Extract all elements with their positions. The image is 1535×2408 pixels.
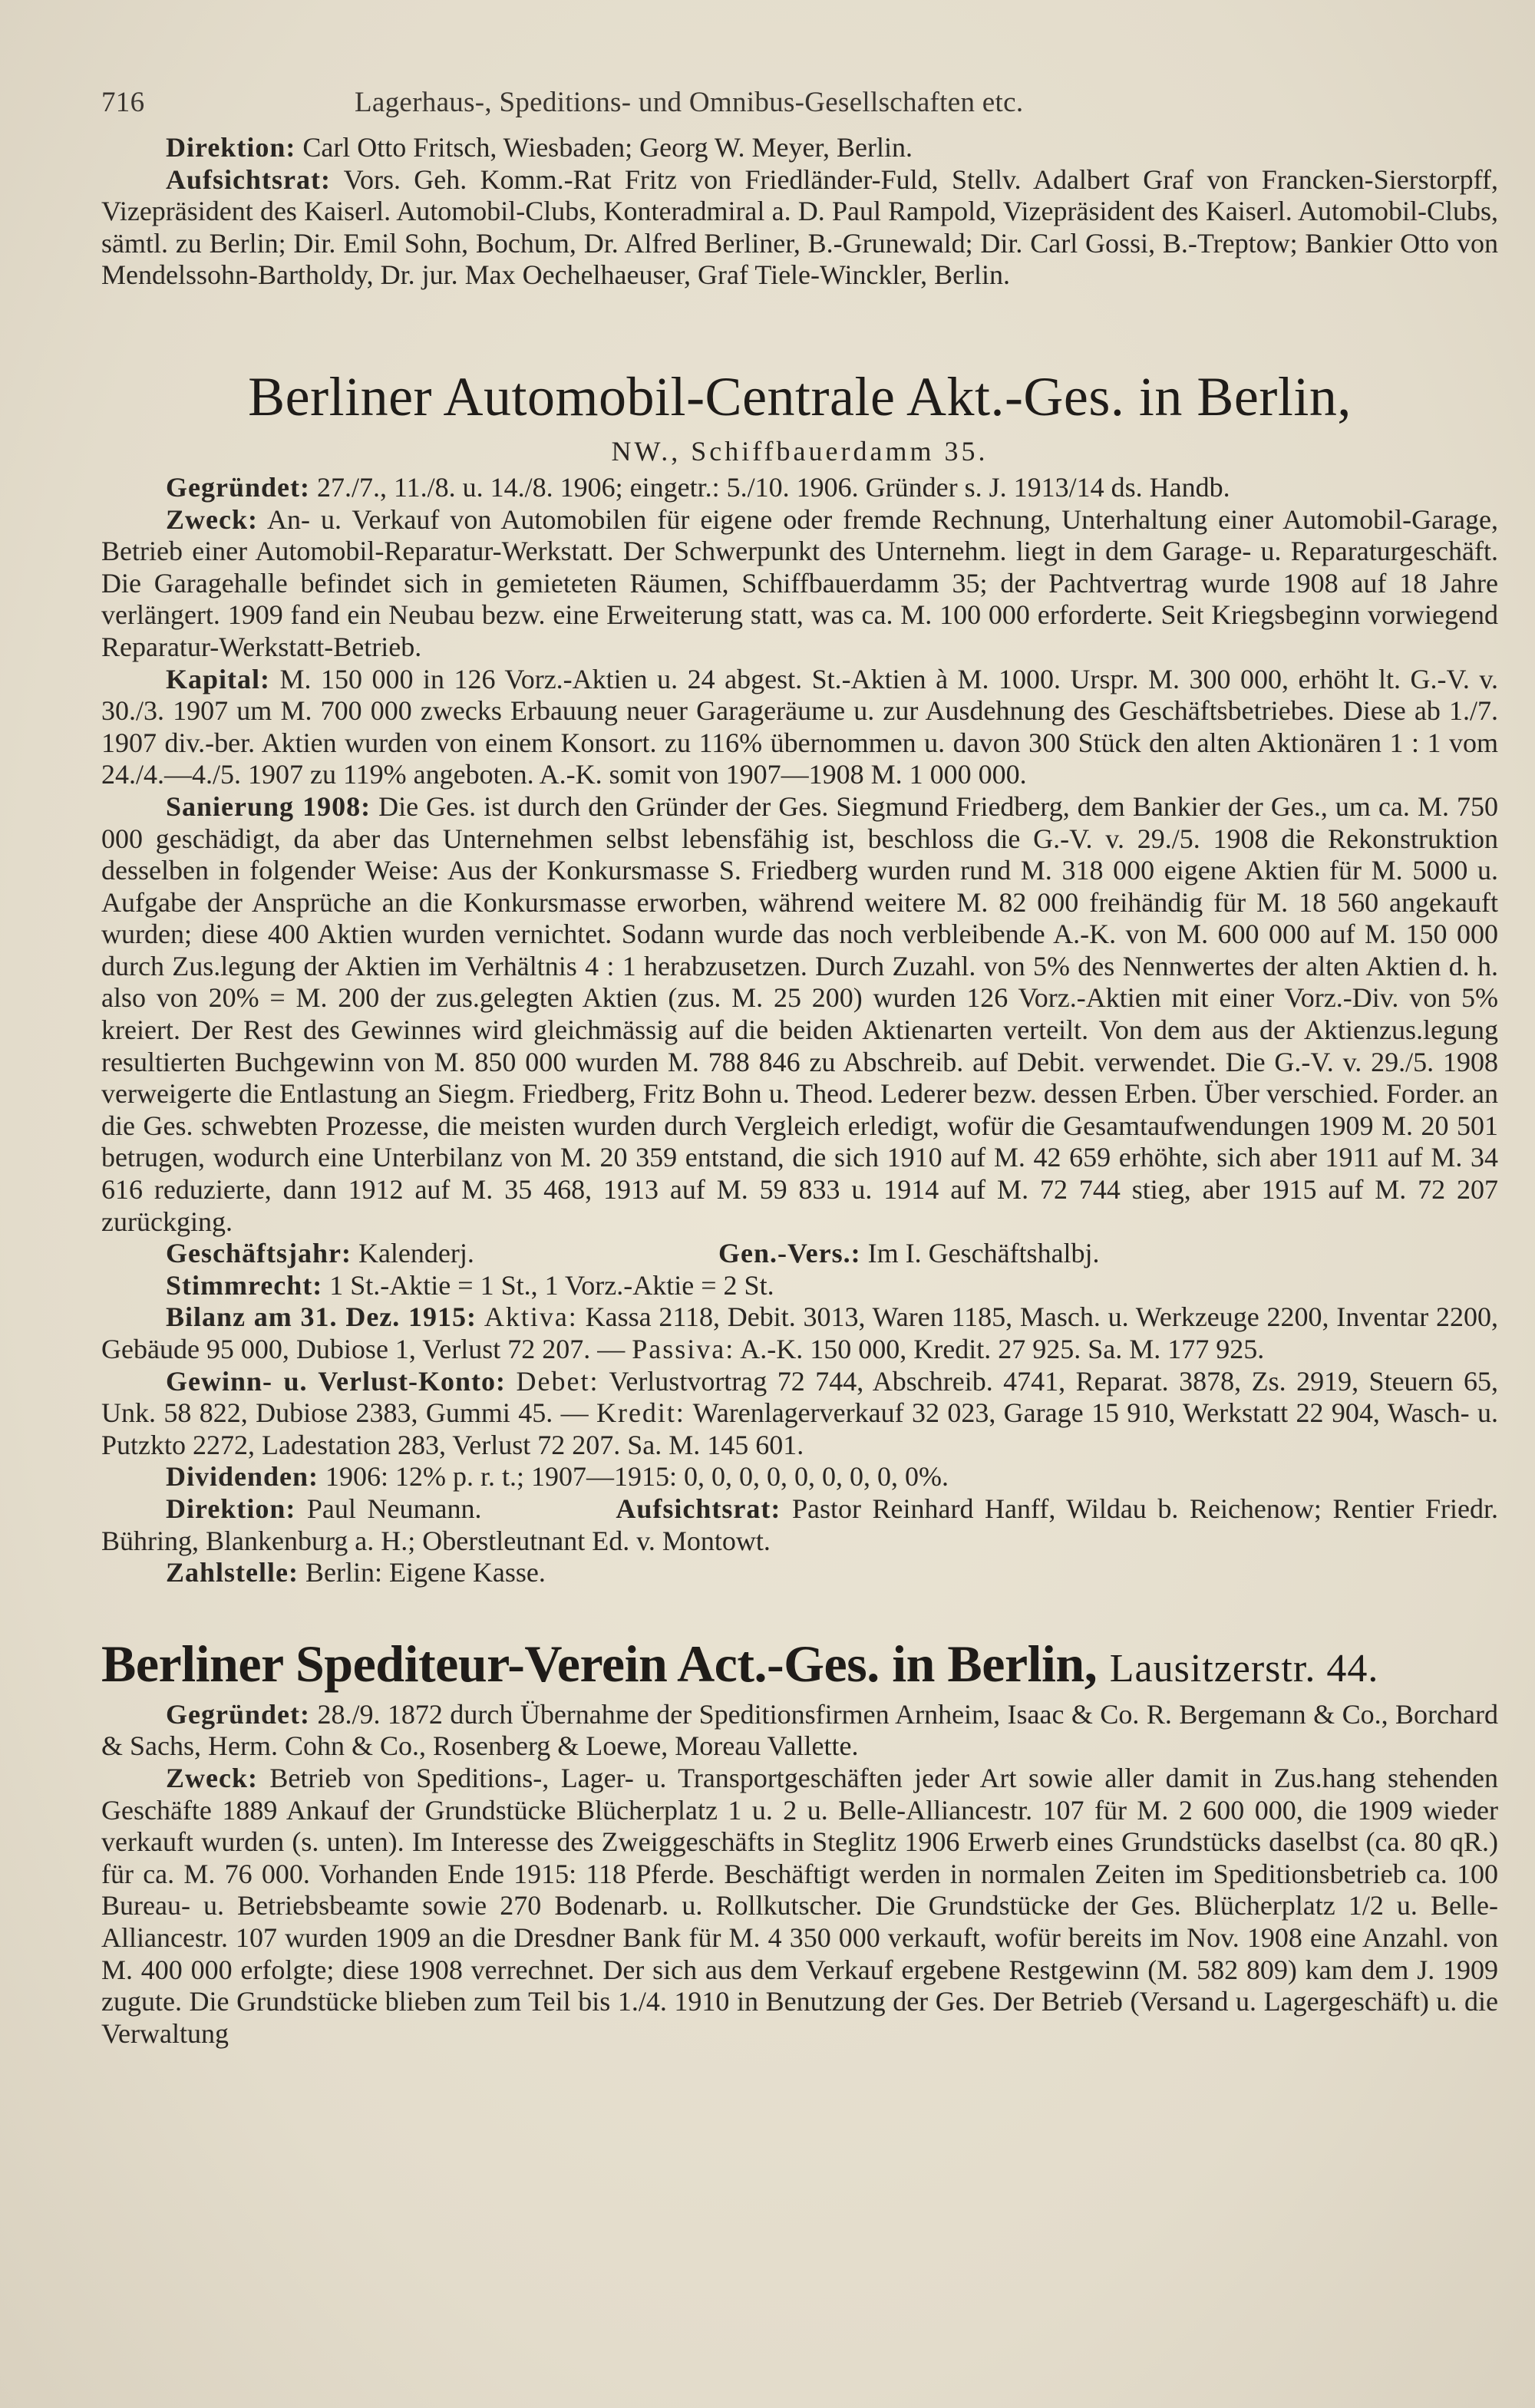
entry1-stimmrecht-label: Stimmrecht:	[166, 1269, 323, 1301]
entry2-gegruendet	[101, 1699, 1498, 1763]
entry1-bilanz-aktiva-label: Aktiva:	[484, 1301, 578, 1333]
entry1-direktion-label: Direktion:	[166, 1493, 296, 1524]
entry1-bilanz-aktiva-text: Kassa 2118, Debit. 3013, Waren 1185, Masch. u. Werkzeuge 2200, Inventar 2200, Gebäude 95 000, Dubiose 1, Verlust 72 207. —	[101, 1301, 1499, 1364]
entry1-guv-kredit-label: Kredit:	[596, 1397, 685, 1429]
entry1-kapital	[101, 664, 1498, 791]
entry1-genvers	[654, 1238, 1100, 1270]
entry1-zahlstelle-label: Zahlstelle:	[166, 1557, 299, 1588]
entry1-geschaeftsjahr-row	[101, 1238, 1498, 1270]
prev-direktion	[101, 132, 1498, 164]
entry-spediteur-verein	[101, 1634, 1498, 2050]
entry1-kapital-text: M. 150 000 in 126 Vorz.-Aktien u. 24 abgest. St.-Aktien à M. 1000. Urspr. M. 300 000, erhöht lt. G.-V. v. 30./3. 1907 um M. 700 000 zwecks Erbauung neuer Garageräume u. zur Ausdehnung des Geschäftsbetriebes. Diese ab 1./7. 1907 div.-ber. Aktien wurden von einem Konsort. zu 116% übernommen u. davon 300 Stück den alten Aktionären 1 : 1 vom 24./4.—4./5. 1907 zu 119% angeboten. A.-K. somit von 1907—1908 M. 1 000 000.	[101, 663, 1499, 790]
entry1-gegruendet-label: Gegründet:	[166, 471, 310, 503]
entry1-bilanz-label: Bilanz am 31. Dez. 1915:	[166, 1301, 477, 1333]
entry1-kapital-label: Kapital:	[166, 663, 271, 694]
entry1-gegruendet-text: 27./7., 11./8. u. 14./8. 1906; eingetr.: 5./10. 1906. Gründer s. J. 1913/14 ds. Handb.	[316, 471, 1230, 503]
entry2-zweck	[101, 1763, 1498, 2050]
entry2-zweck-label: Zweck:	[166, 1762, 258, 1793]
entry1-geschaeftsjahr-label: Geschäftsjahr:	[166, 1238, 352, 1269]
entry2-address: Lausitzerstr. 44.	[1109, 1646, 1379, 1691]
entry1-dividenden-label: Dividenden:	[166, 1461, 319, 1493]
entry1-zweck-text: An- u. Verkauf von Automobilen für eigene oder fremde Rechnung, Unterhaltung einer Automobil-Garage, Betrieb einer Automobil-Reparatur-Werkstatt. Der Schwerpunkt des Unternehm. liegt in dem Garage- u. Reparaturgeschäft. Die Garagehalle befindet sich in gemieteten Räumen, Schiffbauerdamm 35; der Pachtvertrag wurde 1908 auf 18 Jahre verlängert. 1909 fand ein Neubau bezw. eine Erweiterung statt, was ca. M. 100 000 erforderte. Seit Kriegsbeginn vorwiegend Reparatur-Werkstatt-Betrieb.	[101, 503, 1499, 662]
entry1-guv-kredit-text: Warenlagerverkauf 32 023, Garage 15 910, Werkstatt 22 904, Wasch- u. Putzkto 2272, Ladestation 283, Verlust 72 207. Sa. M. 145 601.	[101, 1397, 1498, 1460]
page-number: 716	[101, 87, 145, 118]
prev-aufsichtsrat	[101, 164, 1498, 292]
entry2-zweck-text: Betrieb von Speditions-, Lager- u. Transportgeschäften jeder Art sowie aller damit in Zus.hang stehenden Geschäfte 1889 Ankauf der Grundstücke Blücherplatz 1 u. 2 u. Belle-Alliancestr. 107 für M. 2 600 000, die 1909 wieder verkauft wurden (s. unten). Im Interesse des Zweiggeschäfts in Steglitz 1906 Erwerb eines Grundstücks daselbst (ca. 80 qR.) für ca. M. 76 000. Vorhanden Ende 1915: 118 Pferde. Beschäftigt werden in normalen Zeiten im Speditionsbetrieb ca. 100 Bureau- u. Betriebsbeamte sowie 270 Bodenarb. u. Rollkutscher. Die Grundstücke der Ges. Blücherplatz 1/2 u. Belle-Alliancestr. 107 wurden 1909 an die Dresdner Bank für M. 4 350 000 verkauft, wofür bereits im Nov. 1908 eine Anzahl. von M. 400 000 erfolgte; diese 1908 verrechnet. Der sich aus dem Verkauf ergebene Restgewinn (M. 582 809) kam dem J. 1909 zugute. Die Grundstücke blieben zum Teil bis 1./4. 1910 in Benutzung der Ges. Der Betrieb (Versand u. Lagergeschäft) u. die Verwaltung	[101, 1762, 1499, 2049]
entry1-title: Berliner Automobil-Centrale Akt.-Ges. in Berlin,	[248, 365, 1352, 427]
entry1-dividenden	[101, 1461, 1498, 1493]
entry1-geschaeftsjahr-text: Kalenderj.	[358, 1238, 474, 1269]
entry1-genvers-label: Gen.-Vers.:	[718, 1238, 861, 1269]
entry1-bilanz-passiva-text: A.-K. 150 000, Kredit. 27 925. Sa. M. 177 925.	[740, 1334, 1265, 1364]
entry1-stimmrecht	[101, 1270, 1498, 1302]
entry1-gegruendet	[101, 472, 1498, 504]
entry2-title: Berliner Spediteur-Verein Act.-Ges. in Berlin,	[101, 1634, 1098, 1693]
entry1-zweck-label: Zweck:	[166, 503, 258, 535]
entry1-address: NW., Schiffbauerdamm 35.	[611, 435, 989, 467]
entry1-sanierung	[101, 791, 1498, 1238]
page-header	[101, 86, 1498, 132]
running-title: Lagerhaus-, Speditions- und Omnibus-Gesellschaften etc.	[355, 87, 1024, 118]
entry1-direktion	[101, 1493, 1498, 1557]
entry2-gegruendet-label: Gegründet:	[166, 1698, 310, 1730]
entry1-zahlstelle-text: Berlin: Eigene Kasse.	[305, 1557, 546, 1588]
prev-aufsichtsrat-text: Vors. Geh. Komm.-Rat Fritz von Friedländer-Fuld, Stellv. Adalbert Graf von Francken-Sierstorpff, Vizepräsident des Kaiserl. Automobil-Clubs, Konteradmiral a. D. Paul Rampold, Vizepräsident des Kaiserl. Automobil-Clubs, sämtl. zu Berlin; Dir. Emil Sohn, Bochum, Dr. Alfred Berliner, B.-Grunewald; Dir. Carl Gossi, B.-Treptow; Bankier Otto von Mendelssohn-Bartholdy, Dr. jur. Max Oechelhaeuser, Graf Tiele-Winckler, Berlin.	[101, 163, 1498, 291]
entry1-geschaeftsjahr	[101, 1238, 654, 1270]
entry1-direktion-text: Paul Neumann.	[306, 1493, 482, 1524]
entry1-sanierung-label: Sanierung 1908:	[166, 790, 371, 822]
entry1-sanierung-text: Die Ges. ist durch den Gründer der Ges. Siegmund Friedberg, dem Bankier der Ges., um ca. M. 750 000 geschädigt, da aber das Unternehmen selbst lebensfähig ist, beschloss die G.-V. v. 29./5. 1908 die Rekonstruktion desselben in folgender Weise: Aus der Konkursmasse S. Friedberg wurden rund M. 318 000 eigene Aktien für M. 5000 u. Aufgabe der Ansprüche an die Konkursmasse erworben, während weitere M. 82 000 freihändig für M. 18 560 angekauft wurden; diese 400 Aktien wurden vernichtet. Sodann wurde das noch verbleibende A.-K. von M. 600 000 auf M. 150 000 durch Zus.legung der Aktien im Verhältnis 4 : 1 herabzusetzen. Durch Zuzahl. von 5% des Nennwertes der alten Aktien d. h. also von 20% = M. 200 der zus.gelegten Aktien (zus. M. 25 200) wurden 126 Vorz.-Aktien mit einer Vorz.-Div. von 5% kreiert. Der Rest des Gewinnes wird gleichmässig auf die beiden Aktienarten verteilt. Von dem aus der Aktienzus.legung resultierten Buchgewinn von M. 850 000 wurden M. 788 846 zu Abschreib. auf Debit. verwendet. Die G.-V. v. 29./5. 1908 verweigerte die Entlastung an Siegm. Friedberg, Fritz Bohn u. Theod. Lederer bezw. dessen Erben. Über verschied. Forder. an die Ges. schwebten Prozesse, die meisten wurden durch Vergleich erledigt, wofür die Gesamtaufwendungen 1909 M. 20 501 betrugen, wodurch eine Unterbilanz von M. 20 359 entstand, die sich 1910 auf M. 42 659 erhöhte, sich aber 1911 auf M. 34 616 reduzierte, dann 1912 auf M. 35 468, 1913 auf M. 59 833 u. 1914 auf M. 72 744 stieg, aber 1915 auf M. 72 207 zurückging.	[101, 790, 1498, 1237]
entry1-zweck	[101, 504, 1498, 664]
entry-automobil-centrale	[101, 365, 1498, 1589]
entry1-guv-label: Gewinn- u. Verlust-Konto:	[166, 1365, 507, 1397]
entry1-guv-debet-text: Verlustvortrag 72 744, Abschreib. 4741, Reparat. 3878, Zs. 2919, Steuern 65, Unk. 58 822, Dubiose 2383, Gummi 45. —	[101, 1365, 1499, 1429]
page-content	[101, 86, 1498, 2050]
entry1-stimmrecht-text: 1 St.-Aktie = 1 St., 1 Vorz.-Aktie = 2 St.	[329, 1269, 774, 1301]
entry1-zahlstelle	[101, 1557, 1498, 1589]
prev-aufsichtsrat-label: Aufsichtsrat:	[166, 163, 331, 195]
prev-direktion-text: Carl Otto Fritsch, Wiesbaden; Georg W. Meyer, Berlin.	[302, 132, 913, 163]
prev-entry	[101, 132, 1498, 292]
entry1-aufsichtsrat-label: Aufsichtsrat:	[616, 1493, 781, 1524]
entry1-aufsichtsrat-text: Pastor Reinhard Hanff, Wildau b. Reichenow; Rentier Friedr. Bühring, Blankenburg a. H.; Oberstleutnant Ed. v. Montowt.	[101, 1493, 1499, 1556]
prev-direktion-label: Direktion:	[166, 132, 296, 163]
entry2-title-line	[101, 1634, 1498, 1694]
entry1-bilanz-passiva-label: Passiva:	[632, 1334, 735, 1364]
entry1-guv-debet-label: Debet:	[516, 1365, 599, 1397]
entry2-gegruendet-text: 28./9. 1872 durch Übernahme der Speditionsfirmen Arnheim, Isaac & Co. R. Bergemann & Co., Borchard & Sachs, Herm. Cohn & Co., Rosenberg & Loewe, Moreau Vallette.	[101, 1698, 1498, 1762]
entry1-guv	[101, 1366, 1498, 1462]
entry1-bilanz	[101, 1301, 1498, 1365]
entry1-dividenden-text: 1906: 12% p. r. t.; 1907—1915: 0, 0, 0, 0, 0, 0, 0, 0, 0%.	[325, 1461, 949, 1493]
entry1-genvers-text: Im I. Geschäftshalbj.	[867, 1238, 1100, 1269]
